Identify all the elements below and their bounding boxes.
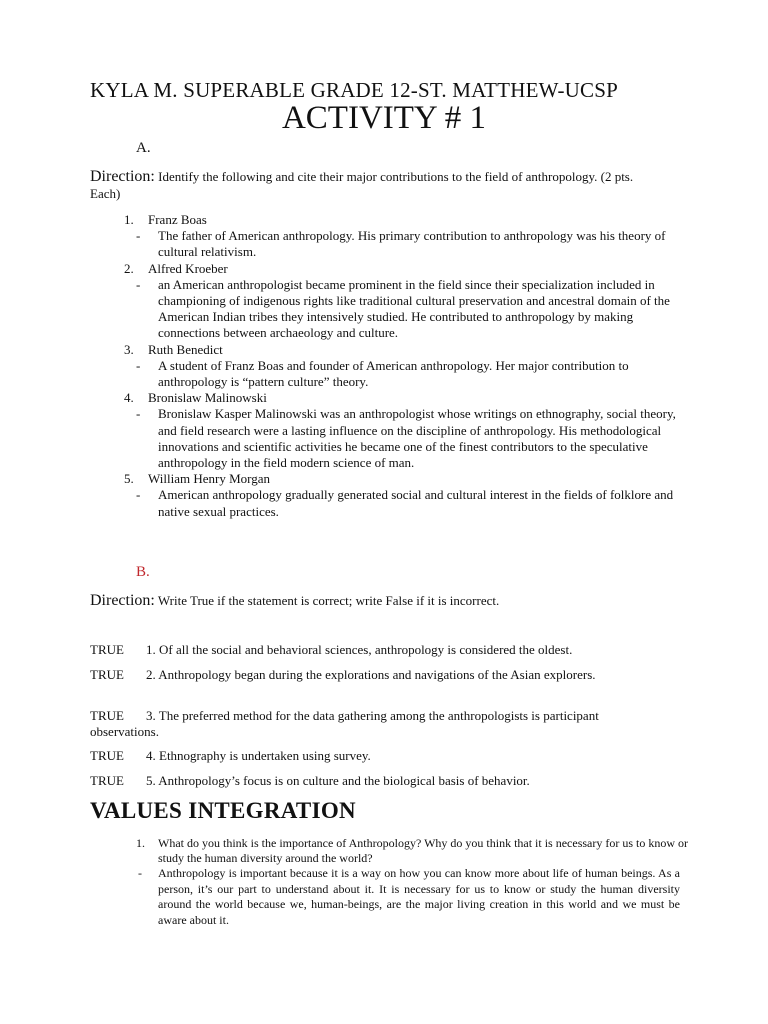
list-item: 5. William Henry Morgan xyxy=(124,471,270,487)
answer-label: TRUE xyxy=(90,667,124,682)
direction-label: Direction: xyxy=(90,168,155,185)
item-description: - The father of American anthropology. His primary contribution to anthropology was his theory of cultural relativism. xyxy=(136,228,666,260)
true-false-row xyxy=(90,642,650,658)
reflection-answer: - Anthropology is important because it is a way on how you can know more about life of human beings. As a person, it’s our part to understand about it. It is necessary for us to know or study the human diversity around the world because we, human-beings, are the major living creation in this world and we must be aware about it. xyxy=(138,866,680,927)
true-false-row xyxy=(90,748,650,764)
direction-text: Identify the following and cite their major contributions to the field of anthropology. (2 pts. Each) xyxy=(90,169,634,201)
answer-label: TRUE xyxy=(90,708,124,723)
student-info-line: KYLA M. SUPERABLE GRADE 12-ST. MATTHEW-UCSP xyxy=(90,78,618,102)
item-name: Bronislaw Malinowski xyxy=(148,390,267,406)
statement-text: 4. Ethnography is undertaken using survey. xyxy=(146,748,371,763)
list-item: 4. Bronislaw Malinowski xyxy=(124,390,267,406)
question-number: 1. xyxy=(136,836,145,850)
statement-text: 2. Anthropology began during the explorations and navigations of the Asian explorers. xyxy=(146,667,596,682)
item-description: - an American anthropologist became prominent in the field since their specialization included in championing of indigenous rights like traditional cultural preservation and ancestral domain of the American Indian tribes they intensively studied. He contributed to anthropology by making connections between archaeology and culture. xyxy=(136,276,670,341)
list-item: 2. Alfred Kroeber xyxy=(124,260,228,276)
answer-label: TRUE xyxy=(90,773,124,788)
item-name: Alfred Kroeber xyxy=(148,260,228,276)
section-a-letter: A. xyxy=(136,140,151,156)
direction-text: Write True if the statement is correct; write False if it is incorrect. xyxy=(154,593,500,608)
item-name: William Henry Morgan xyxy=(148,471,270,487)
section-b-letter: B. xyxy=(136,564,150,580)
values-integration-heading: VALUES INTEGRATION xyxy=(90,798,356,823)
item-name: Franz Boas xyxy=(148,212,207,227)
list-item: 3. Ruth Benedict xyxy=(124,341,223,357)
list-item: 1. Franz Boas xyxy=(124,212,207,227)
contributors-list xyxy=(124,212,684,520)
answer-text: Anthropology is important because it is a way on how you can know more about life of human beings. As a person, it’s our part to understand about it. It is necessary for us to know or study the human diversity around the world because we, human-beings, are the major living creation in this world and we must be aware about it. xyxy=(158,866,680,927)
section-a-direction xyxy=(90,168,650,202)
item-description: - Bronislaw Kasper Malinowski was an anthropologist whose writings on ethnography, social theory, and field research were a lasting influence on the discipline of anthropology. His methodological innovations and scientific activities he became one of the finest contributors to the speculative anthropology in the field modern science of man. xyxy=(136,406,676,471)
statement-text: 5. Anthropology’s focus is on culture and the biological basis of behavior. xyxy=(146,773,530,788)
activity-title: ACTIVITY # 1 xyxy=(281,100,487,136)
direction-label: Direction: xyxy=(90,592,155,609)
true-false-row xyxy=(90,667,650,683)
true-false-row xyxy=(90,773,650,789)
statement-text: 1. Of all the social and behavioral sciences, anthropology is considered the oldest. xyxy=(146,642,573,657)
answer-label: TRUE xyxy=(90,642,124,657)
item-description: - American anthropology gradually generated social and cultural interest in the fields of folklore and native sexual practices. xyxy=(136,487,674,519)
true-false-row xyxy=(90,708,650,740)
section-b-direction xyxy=(90,592,650,609)
statement-text: 3. The preferred method for the data gathering among the anthropologists is participant observations. xyxy=(90,708,599,739)
item-description: - A student of Franz Boas and founder of American anthropology. Her major contribution to anthropology is “pattern culture” theory. xyxy=(136,357,629,390)
answer-label: TRUE xyxy=(90,748,124,763)
item-name: Ruth Benedict xyxy=(148,341,223,357)
reflection-question xyxy=(136,836,696,866)
question-text: What do you think is the importance of Anthropology? Why do you think that it is necessary for us to know or study the human diversity around the world? xyxy=(158,836,689,865)
